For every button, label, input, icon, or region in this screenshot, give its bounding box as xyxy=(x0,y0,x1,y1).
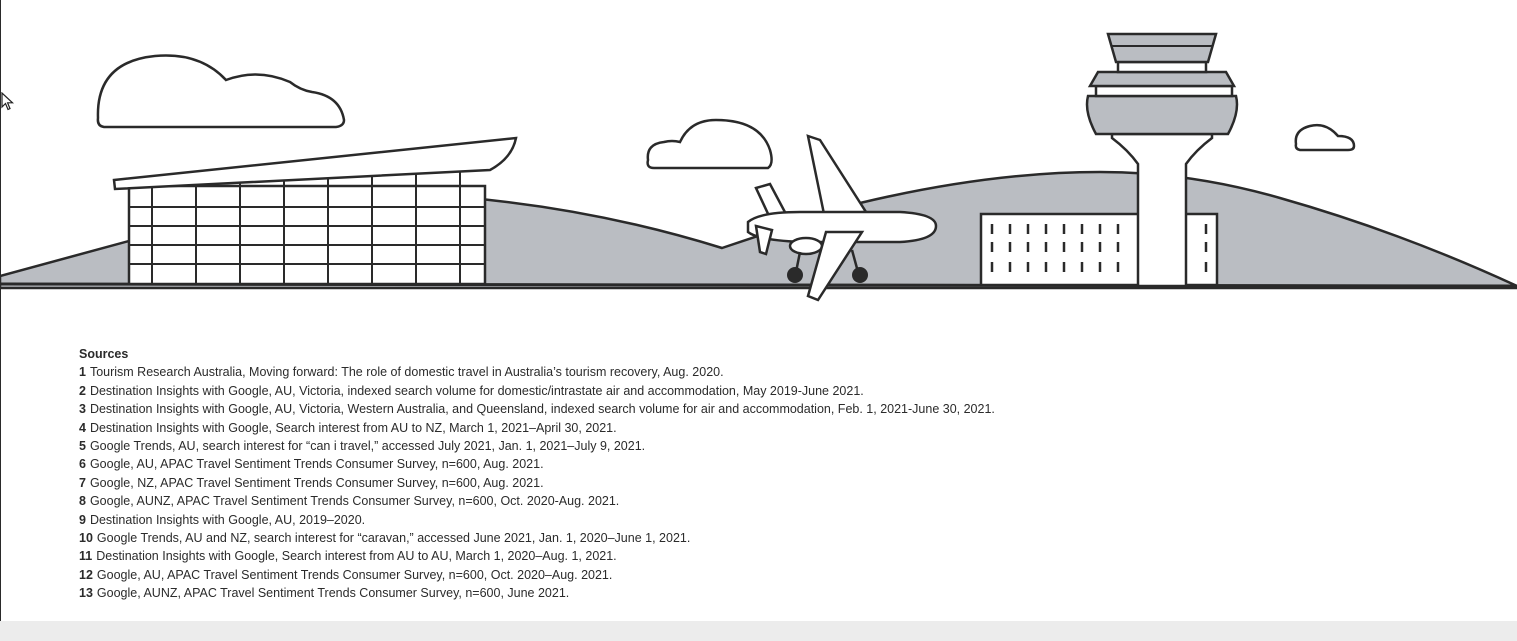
source-number: 5 xyxy=(79,439,86,454)
cloud-medium xyxy=(648,120,772,168)
source-text: Google, AUNZ, APAC Travel Sentiment Trends Consumer Survey, n=600, June 2021. xyxy=(96,586,570,601)
source-item xyxy=(79,400,1279,418)
mouse-pointer-icon xyxy=(1,92,15,112)
source-text: Destination Insights with Google, Search interest from AU to AU, March 1, 2020–Aug. 1, 2021. xyxy=(96,549,617,564)
source-item xyxy=(79,511,1279,529)
source-text: Destination Insights with Google, AU, Victoria, Western Australia, and Queensland, indexed search volume for air and accommodation, Feb. 1, 2021-June 30, 2021. xyxy=(89,402,995,417)
source-text: Destination Insights with Google, AU, 2019–2020. xyxy=(89,512,366,527)
source-number: 3 xyxy=(79,402,86,417)
source-text: Google, AUNZ, APAC Travel Sentiment Trends Consumer Survey, n=600, Oct. 2020-Aug. 2021. xyxy=(89,494,620,509)
source-number: 9 xyxy=(79,512,86,527)
source-item xyxy=(79,474,1279,492)
source-item xyxy=(79,584,1279,602)
source-text: Google, AU, APAC Travel Sentiment Trends Consumer Survey, n=600, Oct. 2020–Aug. 2021. xyxy=(96,567,613,582)
source-item xyxy=(79,437,1279,455)
source-text: Destination Insights with Google, Search interest from AU to NZ, March 1, 2021–April 30, 2021. xyxy=(89,420,617,435)
source-item xyxy=(79,492,1279,510)
source-text: Tourism Research Australia, Moving forward: The role of domestic travel in Australia’s tourism recovery, Aug. 2020. xyxy=(89,365,724,380)
source-number: 6 xyxy=(79,457,86,472)
source-item xyxy=(79,363,1279,381)
source-text: Google Trends, AU, search interest for “can i travel,” accessed July 2021, Jan. 1, 2021–July 9, 2021. xyxy=(89,439,646,454)
source-number: 8 xyxy=(79,494,86,509)
source-number: 13 xyxy=(79,586,93,601)
airport-illustration xyxy=(0,0,1517,310)
terminal-building xyxy=(114,138,516,284)
source-item xyxy=(79,566,1279,584)
cloud-small xyxy=(1296,125,1354,150)
cloud-large xyxy=(98,56,344,128)
sources-section xyxy=(79,345,1279,603)
source-text: Google Trends, AU and NZ, search interest for “caravan,” accessed June 2021, Jan. 1, 2020–June 1, 2021. xyxy=(96,531,691,546)
source-number: 7 xyxy=(79,475,86,490)
source-item xyxy=(79,419,1279,437)
source-text: Google, AU, APAC Travel Sentiment Trends Consumer Survey, n=600, Aug. 2021. xyxy=(89,457,544,472)
source-item xyxy=(79,455,1279,473)
source-number: 2 xyxy=(79,383,86,398)
source-item xyxy=(79,382,1279,400)
source-number: 4 xyxy=(79,420,86,435)
source-text: Google, NZ, APAC Travel Sentiment Trends Consumer Survey, n=600, Aug. 2021. xyxy=(89,475,544,490)
source-number: 11 xyxy=(79,549,93,564)
source-number: 1 xyxy=(79,365,86,380)
sources-list xyxy=(79,363,1279,602)
source-item xyxy=(79,529,1279,547)
source-number: 10 xyxy=(79,531,93,546)
source-number: 12 xyxy=(79,567,93,582)
source-text: Destination Insights with Google, AU, Victoria, indexed search volume for domestic/intrastate air and accommodation, May 2019-June 2021. xyxy=(89,383,864,398)
sources-heading: Sources xyxy=(79,347,129,361)
source-item xyxy=(79,547,1279,565)
bottom-bar xyxy=(0,621,1517,641)
